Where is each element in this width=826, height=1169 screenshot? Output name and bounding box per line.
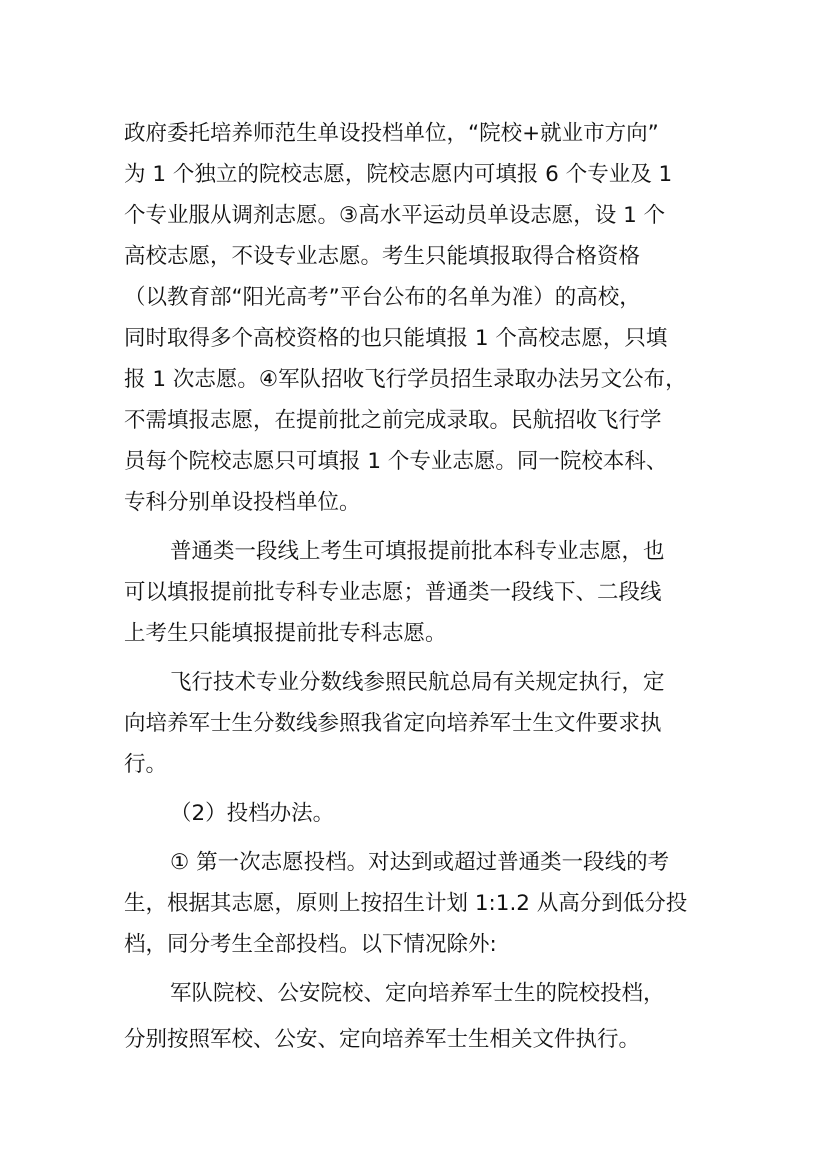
text-line: 高校志愿，不设专业志愿。考生只能填报取得合格资格 <box>124 244 641 269</box>
text-line: 向培养军士生分数线参照我省定向培养军士生文件要求执 <box>124 711 662 736</box>
text-line: 员每个院校志愿只可填报 1 个专业志愿。同一院校本科、 <box>124 449 668 474</box>
text-line: 政府委托培养师范生单设投档单位，“院校+就业市方向” <box>124 121 659 146</box>
text-line: 报 1 次志愿。④军队招收飞行学员招生录取办法另文公布， <box>124 367 687 392</box>
text-line: （以教育部“阳光高考”平台公布的名单为准）的高校， <box>124 285 641 310</box>
text-line: 档，同分考生全部投档。以下情况除外: <box>124 932 497 957</box>
paragraph-start-line: 军队院校、公安院校、定向培养军士生的院校投档， <box>170 981 665 1006</box>
section-heading: （2）投档办法。 <box>170 801 335 826</box>
text-line: 行。 <box>124 752 168 777</box>
text-line: 可以填报提前批专科专业志愿；普通类一段线下、二段线 <box>124 580 662 605</box>
text-line: 为 1 个独立的院校志愿，院校志愿内可填报 6 个专业及 1 <box>124 162 673 187</box>
text-line: 个专业服从调剂志愿。③高水平运动员单设志愿，设 1 个 <box>124 203 666 228</box>
text-line: 生，根据其志愿，原则上按招生计划 1:1.2 从高分到低分投 <box>124 891 688 916</box>
text-line: 上考生只能填报提前批专科志愿。 <box>124 621 447 646</box>
text-line: 专科分别单设投档单位。 <box>124 490 361 515</box>
paragraph-start-line: 飞行技术专业分数线参照民航总局有关规定执行，定 <box>170 670 665 695</box>
text-line: 分别按照军校、公安、定向培养军士生相关文件执行。 <box>124 1027 641 1052</box>
paragraph-start-line: ① 第一次志愿投档。对达到或超过普通类一段线的考 <box>170 850 670 875</box>
text-line: 同时取得多个高校资格的也只能填报 1 个高校志愿，只填 <box>124 326 668 351</box>
text-line: 不需填报志愿，在提前批之前完成录取。民航招收飞行学 <box>124 408 662 433</box>
paragraph-start-line: 普通类一段线上考生可填报提前批本科专业志愿，也 <box>170 539 665 564</box>
